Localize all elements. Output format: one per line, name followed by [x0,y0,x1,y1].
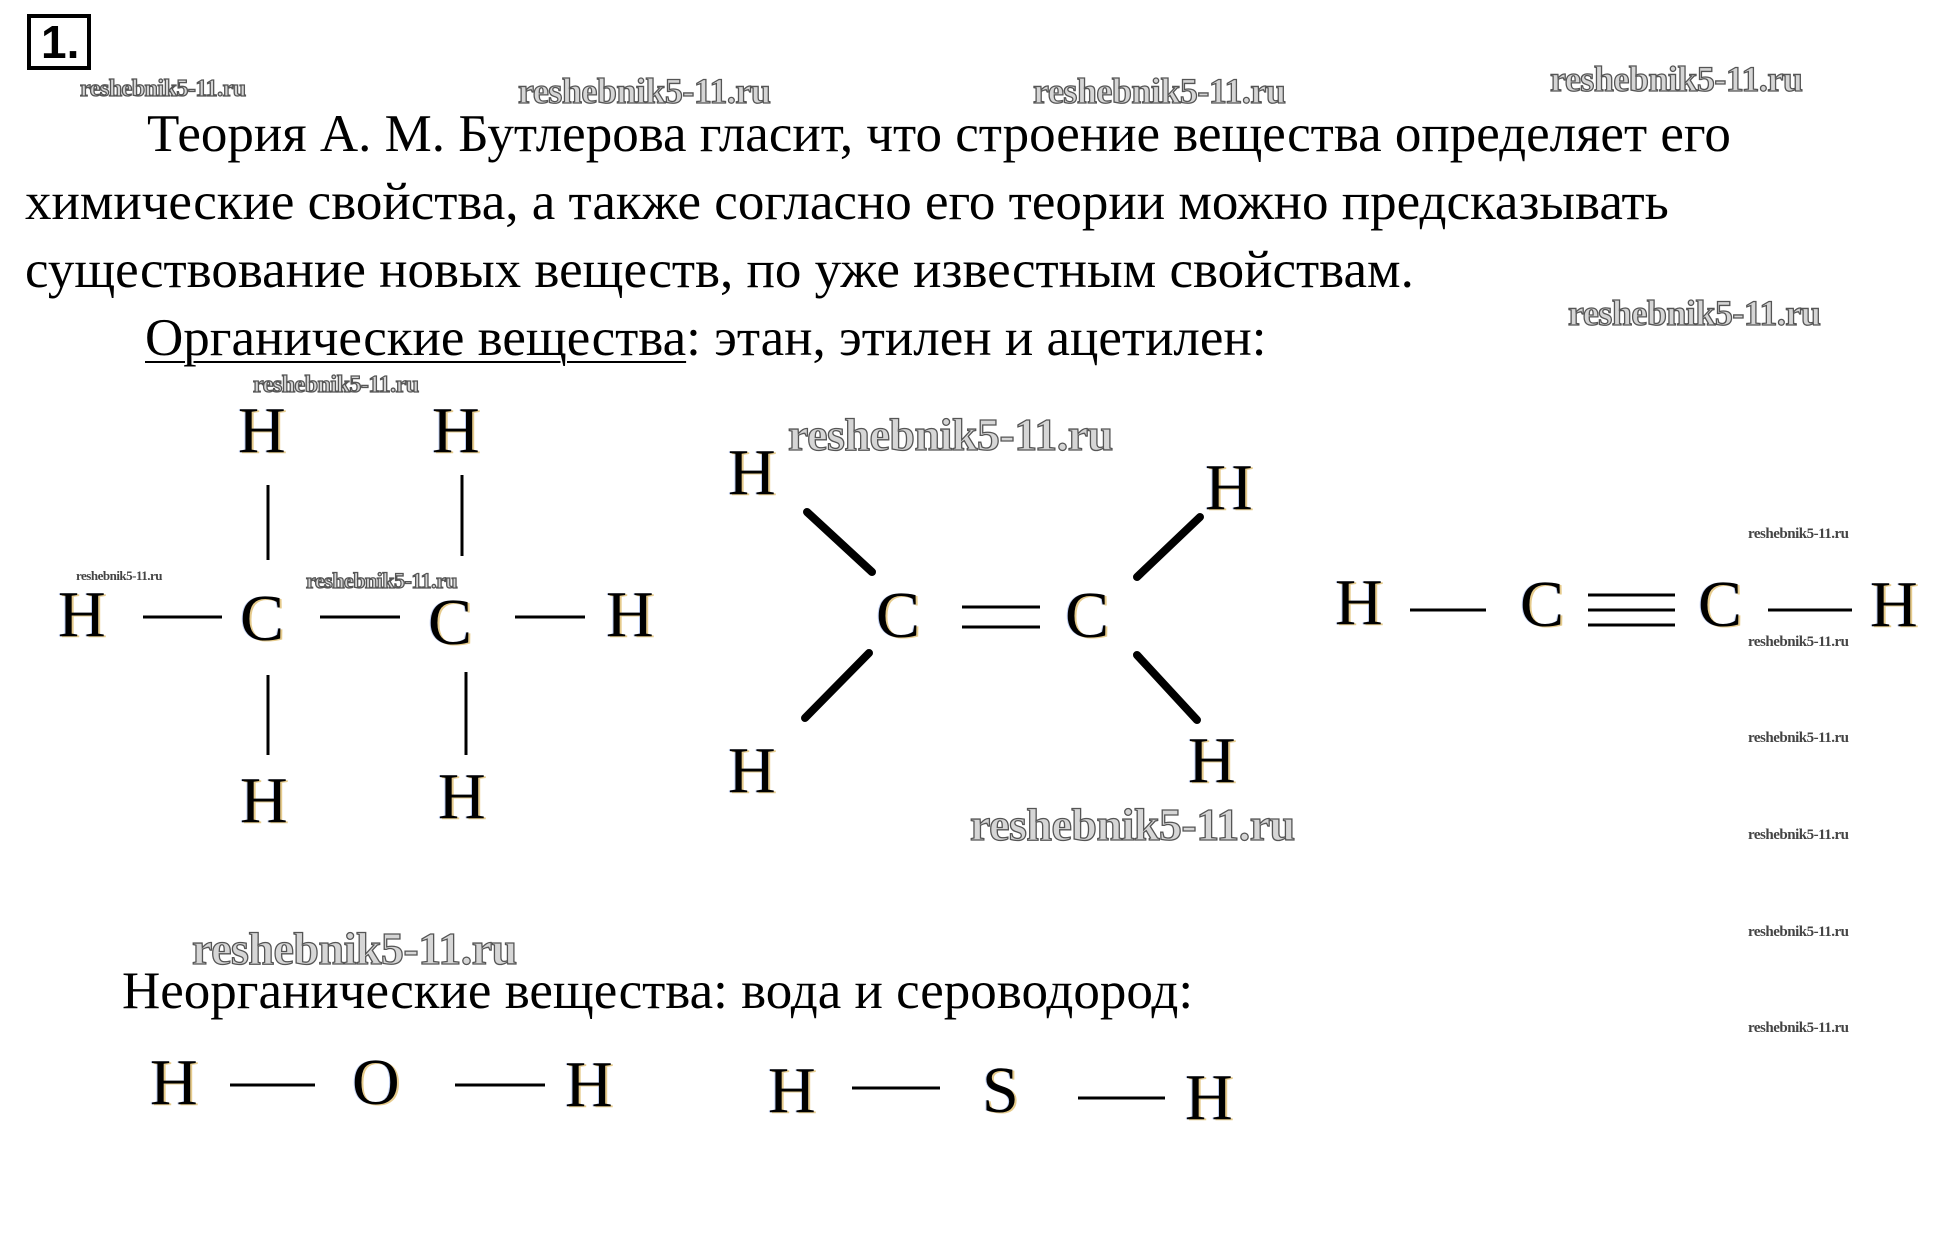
ethane-atom-h: H [238,394,286,467]
watermark: reshebnik5-11.ru [1748,827,1849,843]
watermark: reshebnik5-11.ru [970,799,1295,850]
acetylene-atom-c: C [1520,568,1565,641]
inorganic-heading: Неорганические вещества: вода и сероводород: [122,962,1194,1020]
watermark: reshebnik5-11.ru [518,71,771,111]
watermark: reshebnik5-11.ru [1550,59,1803,99]
watermark: reshebnik5-11.ru [192,923,517,974]
watermark: reshebnik5-11.ru [1748,526,1849,542]
watermark: reshebnik5-11.ru [788,409,1113,460]
water-atom-o: O [352,1046,400,1119]
ethane-atom-c: C [428,586,473,659]
watermark: reshebnik5-11.ru [80,76,246,102]
watermark: reshebnik5-11.ru [1748,924,1849,940]
ethylene-atom-c: C [876,579,921,652]
watermark: reshebnik5-11.ru [76,568,163,583]
ethane-atom-h: H [432,394,480,467]
ethylene-atom-h: H [1188,724,1236,797]
task-number: 1. [27,14,91,70]
ethane-atom-h: H [606,578,654,651]
ethane-atom-h: H [58,578,106,651]
ethylene-atom-h: H [728,436,776,509]
watermark: reshebnik5-11.ru [1748,634,1849,650]
organic-list: : этан, этилен и ацетилен: [686,309,1267,367]
ethane-atom-c: C [240,582,285,655]
ethane-bonds [143,475,585,755]
ethylene-atom-c: C [1065,579,1110,652]
watermark: reshebnik5-11.ru [1568,293,1821,333]
acetylene-atom-c: C [1698,568,1743,641]
acetylene-atom-h: H [1335,566,1383,639]
acetylene-atom-h: H [1870,568,1918,641]
watermark: reshebnik5-11.ru [1748,1020,1849,1036]
ethylene-atom-h: H [1205,451,1253,524]
watermark: reshebnik5-11.ru [253,372,419,398]
h2s-atom-s: S [982,1054,1019,1127]
paragraph-line-1: Теория А. М. Бутлерова гласит, что строение вещества определяет его [147,105,1731,163]
ethane-atom-h: H [240,764,288,837]
organic-label: Органические вещества [145,309,687,367]
water-atom-h: H [565,1048,613,1121]
h2s-atom-h: H [768,1054,816,1127]
watermark: reshebnik5-11.ru [1033,71,1286,111]
watermark: reshebnik5-11.ru [1748,730,1849,746]
paragraph-line-2: химические свойства, а также согласно его теории можно предсказывать [25,173,1669,231]
water-atom-h: H [150,1046,198,1119]
acetylene-bonds [1410,595,1852,625]
ethane-atom-h: H [438,760,486,833]
ethylene-side-bonds [805,512,1200,720]
paragraph-line-3: существование новых веществ, по уже известным свойствам. [25,241,1414,299]
h2s-atom-h: H [1185,1061,1233,1134]
ethylene-double-bond [962,607,1040,627]
ethylene-atom-h: H [728,734,776,807]
watermark: reshebnik5-11.ru [306,568,458,593]
